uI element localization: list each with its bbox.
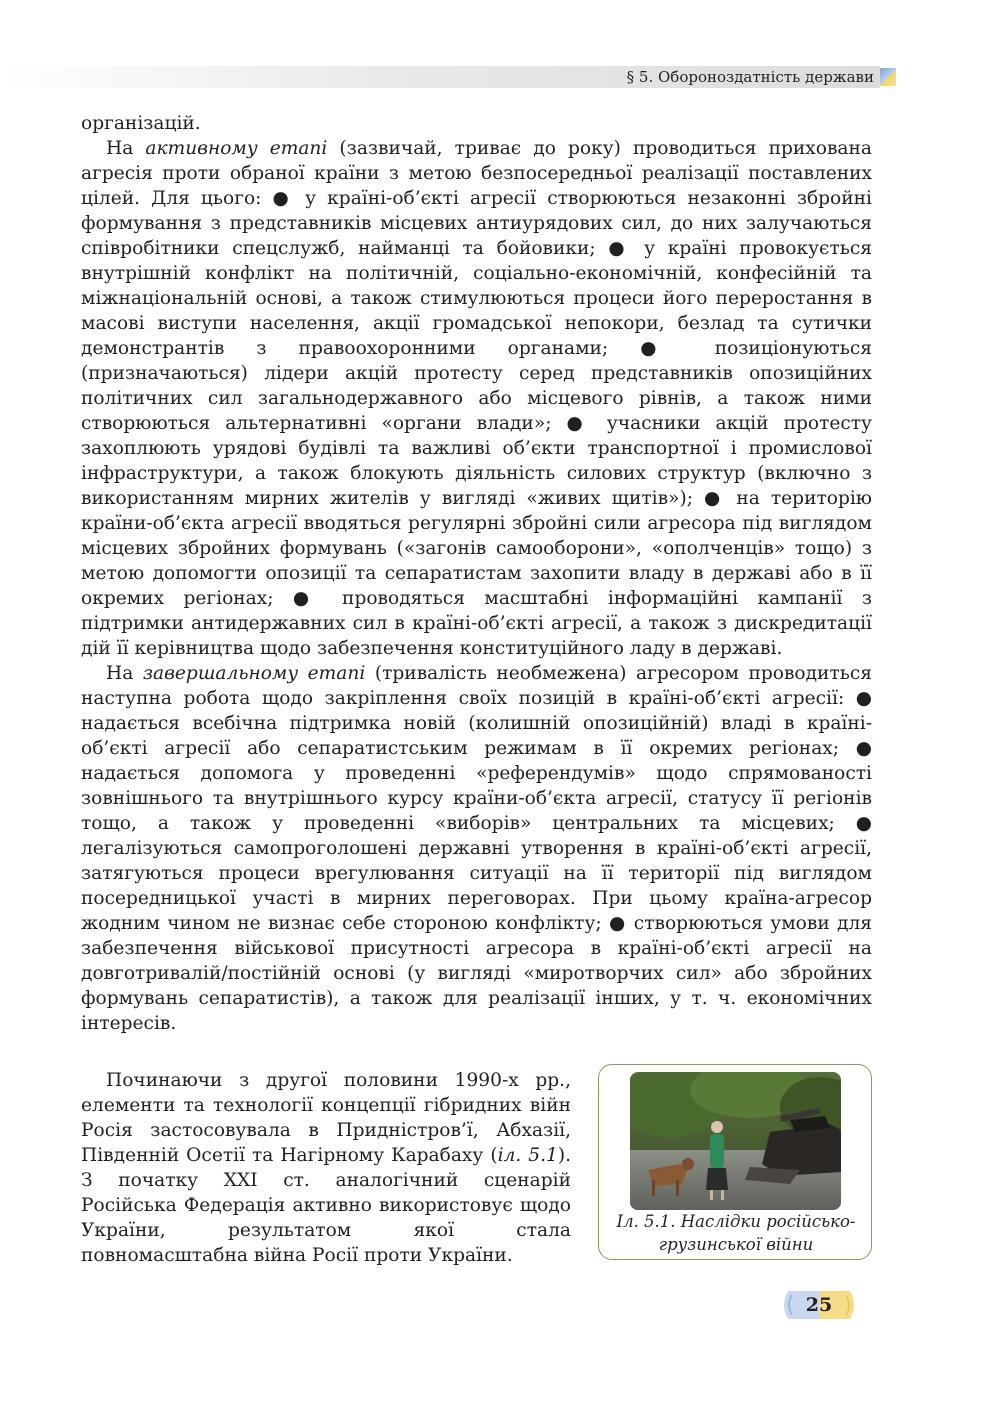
body-paragraph (81, 136, 872, 661)
text-run: (тривалість необмежена) агресором проводиться наступна робота щодо закріплення своїх позицій в країні-об’єкті агресії: ● надається всебічна підтримка новій (колишній опозиційній) владі в країні-об’єкті агресії або сепаратистським режимам в її окремих регіонах; ● надається допомога у проведенні «референдумів» щодо спрямованості зовнішнього та внутрішнього курсу країни-об’єкта агресії, статусу її регіонів тощо, а також у проведенні «виборів» центральних та місцевих; ● легалізуються самопроголошені державні утворення в країні-об’єкті агресії, затягуються процеси врегулювання ситуації на її території під виглядом посередницької участі в мирних переговорах. При цьому країна-агресор жодним чином не визнає себе стороною конфлікту; ● створюються умови для забезпечення військової присутності агресора в країні-об’єкті агресії на довготривалій/постійній основі (у вигляді «миротворчих сил» або збройних формувань сепаратистів), а також для реалізації інших, у т. ч. економічних інтересів. (81, 663, 873, 1034)
page-number: 25 (805, 1294, 833, 1316)
page-number-badge (778, 1289, 860, 1321)
figure-caption: Іл. 5.1. Наслідки російсько-грузинської війни (616, 1212, 856, 1254)
italic-term: завершальному етапі (142, 663, 366, 684)
bottom-section (81, 1068, 872, 1268)
bottom-paragraph (81, 1068, 571, 1268)
italic-term: активному етапі (145, 138, 328, 159)
text-run: На (106, 138, 146, 159)
running-header: § 5. Обороноздатність держави (626, 68, 874, 86)
text-run: ). З початку XXI ст. аналогічний сценарій Російська Федерація активно використовує щодо України, результатом якої стала повномасштабна війна Росії проти України. (81, 1145, 571, 1266)
text-run: (зазвичай, триває до року) проводиться прихована агресія проти обраної країни з метою безпосередньої реалізації поставлених цілей. Для цього: ● у країні-об’єкті агресії створюються незаконні збройні формування з представників місцевих антиурядових сил, до них залучаються співробітники спецслужб, найманці та бойовики; ● у країні провокується внутрішній конфлікт на політичній, соціально-економічній, конфесійній та міжнаціональній основі, а також стимулюються процеси його переростання в масові виступи населення, акції громадської непокори, безлад та сутички демонстрантів з правоохоронними органами; ● позиціонуються (призначаються) лідери акцій протесту серед представників опозиційних політичних сил загальнодержавного або місцевого рівнів, а також ними створюються альтернативні «органи влади»; ● учасники акцій протесту захоплюють урядові будівлі та важливі об’єкти транспортної і промислової інфраструктури, а також блокують діяльність силових структур (включно з використанням мирних жителів у вигляді «живих щитів»); ● на територію країни-об’єкта агресії вводяться регулярні збройні сили агресора під виглядом місцевих збройних формувань («загонів самооборони», «ополченців» тощо) з метою допомогти опозиції та сепаратистам захопити владу в державі або в її окремих регіонах; ● проводяться масштабні інформаційні кампанії з підтримки антидержавних сил в країні-об’єкті агресії, а також з дискредитації дій її керівництва щодо забезпечення конституційного ладу в державі. (81, 138, 872, 659)
body-paragraph (81, 661, 872, 1036)
body-paragraph (81, 111, 872, 136)
text-run: На (106, 663, 143, 684)
text-run: Починаючи з другої половини 1990-х рр., елементи та технології концепції гібридних війн Росія застосовувала в Придністров’ї, Абхазії, Південній Осетії та Нагірному Карабаху ( (81, 1070, 571, 1166)
figure-illustration-5-1 (598, 1064, 872, 1260)
header-corner-decoration (880, 68, 896, 86)
war-aftermath-photo (630, 1072, 841, 1210)
italic-term: іл. 5.1 (497, 1145, 558, 1166)
main-text (81, 111, 872, 1036)
text-run: організацій. (81, 113, 201, 134)
